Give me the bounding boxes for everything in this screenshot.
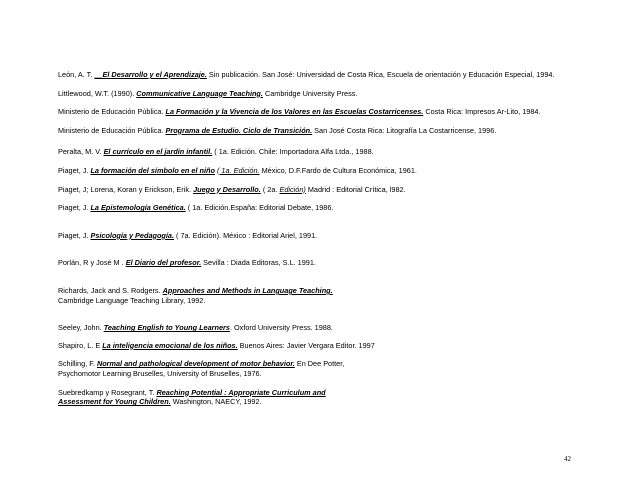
reference-title: Teaching English to Young Learners [103,323,230,333]
reference-piaget-epistemologia [58,203,580,213]
reference-text: Piaget, J. [58,203,91,213]
reference-text: Sin publicación. San José: Universidad de Costa Rica, Escuela de orientación y Educación Especial, 1994. [206,70,555,79]
reference-text: Madrid : Editorial Crítica, l982. [305,184,406,194]
reference-ministerio-programa [58,126,580,136]
reference-text: ( 1a. Edición. Chile: Importadora Alfa Ltda., 1988. [212,147,374,157]
reference-title: Programa de Estudio. Ciclo de Transición. [165,125,313,135]
reference-title: El currículo en el jardín infantil. [103,147,213,157]
reference-text: Piaget, J; Lorena, Koran y Erickson, Erik. [58,184,194,194]
reference-title: La Epistemología Genética. [90,203,186,213]
reference-porlan [58,258,580,268]
reference-text: Costa Rica: Impresos Ar-Lito, 1984. [423,107,541,117]
reference-text: Buenos Aires: Javier Vergara Editor. 1997 [237,340,375,350]
reference-text: ( 2a. [260,184,280,194]
reference-text: ( 1a. Edición.España: Editorial Debate, 1986. [185,203,334,213]
reference-edition: Edición) [279,184,306,194]
reference-schilling [58,359,368,378]
reference-title: Communicative Language Teaching. [136,88,263,98]
reference-title: La Formación y la Vivencia de los Valores en las Escuelas Costarricenses. [165,107,424,117]
reference-title: Juego y Desarrollo. [193,184,261,194]
reference-text: Shapiro, L. E [58,340,103,350]
reference-title: Approaches and Methods in Language Teaching. [162,285,333,295]
reference-piaget-simbolo [58,166,580,176]
reference-text: Peralta, M. V. [58,147,104,157]
reference-text: Ministerio de Educación Pública. [58,107,166,117]
reference-title: Normal and pathological development of motor behavior. [96,359,295,369]
reference-piaget-juego [58,185,580,195]
reference-text: Porlán, R y José M . [58,258,126,268]
reference-text: Richards, Jack and S. Rodgers. [58,285,163,295]
reference-peralta [58,147,580,157]
reference-ministerio-valores [58,107,580,117]
reference-text: Suebredkamp y Rosegrant, T. [58,387,157,397]
reference-text: León, A. T. [58,70,95,79]
reference-text: Washington, NAECY, 1992. [170,397,262,407]
reference-text: En Dee Potter, Psychomotor Learning Bruselles, University of Bruselles, 1976. [58,359,345,378]
page-number: 42 [564,455,571,463]
reference-text: Seeley, John. [58,323,104,333]
reference-title: Reaching Potential : Appropriate Curriculum and Assessment for Young Children. [58,387,326,407]
reference-title: La inteligencia emocional de los niños. [102,340,238,350]
reference-title: Psicología y Pedagogía. [90,230,174,240]
reference-text: . Oxford University Press. 1988. [229,323,333,333]
reference-text: Sevilla : Diada Editoras, S.L. 1991. [201,258,316,268]
reference-edition: ( 1a. Edición. [216,165,260,175]
reference-title: __El Desarrollo y el Aprendizaje. [94,70,207,79]
reference-title: El Diario del profesor. [125,258,202,268]
reference-shapiro [58,341,580,351]
reference-list [58,70,580,407]
reference-piaget-psicologia [58,231,580,241]
reference-text: Cambridge University Press. [262,88,358,98]
reference-leon [58,70,576,80]
reference-seeley [58,323,580,333]
reference-littlewood [58,89,580,99]
reference-text: Littlewood, W.T. (1990). [58,88,137,98]
reference-text: Ministerio de Educación Pública. [58,125,166,135]
reference-text: Cambridge Language Teaching Library, 1992. [58,295,206,305]
reference-suebredkamp [58,388,338,407]
reference-text: México, D.F.Fardo de Cultura Económica, 1961. [259,165,417,175]
reference-richards [58,286,368,305]
reference-text: Piaget, J. [58,230,91,240]
reference-text: Piaget, J. [58,165,91,175]
reference-text: Schilling, F. [58,359,97,369]
reference-title: La formación del símbolo en el niño [90,165,215,175]
reference-text: San José Costa Rica: Litografía La Costarricense, 1996. [312,125,497,135]
reference-text: ( 7a. Edición). México : Editorial Ariel, 1991. [174,230,318,240]
